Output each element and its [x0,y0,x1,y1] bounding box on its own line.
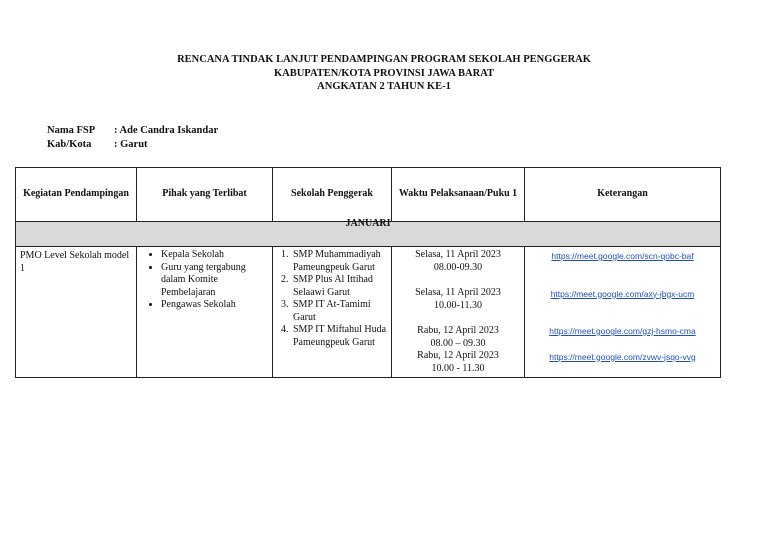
month-row [16,222,721,247]
waktu-item [395,249,521,274]
meet-link[interactable]: https://meet.google.com/axy-jbgx-ucm [550,288,695,299]
month-label: JANUARI [345,218,391,229]
info-value: : Ade Candra Iskandar [114,125,219,136]
waktu-jam: 08.00 – 09.30 [430,337,486,349]
waktu-tanggal: Selasa, 11 April 2023 [415,249,501,260]
waktu-item [395,325,521,350]
list-item: 3. SMP IT At-Tamimi Garut [291,299,387,324]
info-row-kab [47,138,218,152]
table-header-row [16,168,721,222]
fsp-info [47,124,218,152]
cell-pihak [137,247,273,378]
cell-keterangan [525,247,721,378]
title-line: KABUPATEN/KOTA PROVINSI JAWA BARAT [273,67,495,79]
waktu-tanggal: Rabu, 12 April 2023 [417,325,499,336]
info-value: : Garut [114,139,148,150]
header-sekolah: Sekolah Penggerak [273,168,392,222]
title-line: ANGKATAN 2 TAHUN KE-1 [317,81,451,92]
list-item: • Kepala Sekolah [161,249,268,262]
meet-link[interactable]: https://meet.google.com/gzj-hsmo-cma [549,326,696,336]
waktu-item [395,287,521,312]
info-row-nama [47,124,218,138]
header-waktu: Waktu Pelaksanaan/Puku 1 [392,168,525,222]
waktu-tanggal: Rabu, 12 April 2023 [417,350,499,361]
waktu-jam: 08.00-09.30 [433,261,483,273]
table-row [16,247,721,378]
cell-sekolah [273,247,392,378]
header-keterangan: Keterangan [525,168,721,222]
document-title [0,53,768,94]
pihak-list [141,249,268,312]
waktu-tanggal: Selasa, 11 April 2023 [415,287,501,298]
list-item: 2. SMP Plus Al Ittihad Selaawi Garut [291,274,387,299]
cell-kegiatan: PMO Level Sekolah model 1 [16,247,137,378]
sekolah-list [277,249,387,349]
list-item: 1. SMP Muhammadiyah Pameungpeuk Garut [291,249,387,274]
waktu-item [395,350,521,375]
list-item: 4. SMP IT Miftahul Huda Pameungpeuk Garut [291,324,387,349]
info-label: Nama FSP [47,125,96,136]
meet-link[interactable]: https://meet.google.com/scn-qobc-baf [551,251,694,261]
list-item: • Pengawas Sekolah [161,299,268,312]
list-item: • Guru yang tergabung dalam Komite Pembelajaran [161,262,268,300]
month-cell [16,218,721,247]
cell-waktu [392,247,525,378]
waktu-jam: 10.00-11.30 [434,299,482,311]
waktu-jam: 10.00 - 11.30 [431,362,485,374]
title-line: RENCANA TINDAK LANJUT PENDAMPINGAN PROGRAM SEKOLAH PENGGERAK [177,54,591,65]
info-label: Kab/Kota [47,139,92,150]
meet-link[interactable]: https://meet.google.com/zvwv-jsqo-vvg [549,351,696,362]
plan-table [15,167,721,378]
header-pihak: Pihak yang Terlibat [137,168,273,222]
header-kegiatan: Kegiatan Pendampingan [16,168,137,222]
